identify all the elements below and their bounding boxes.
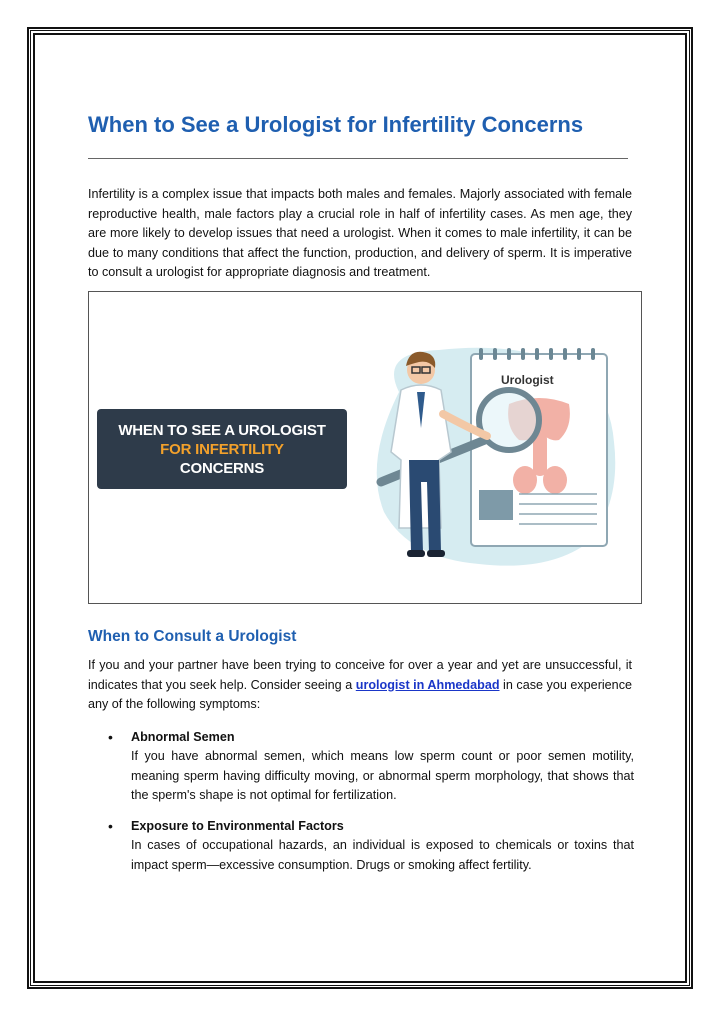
bullet-text: In cases of occupational hazards, an individual is exposed to chemicals or toxins that impact sperm—excessive consumption. Drugs or smoking affect fertility. [131, 838, 634, 872]
bullet-icon: • [108, 729, 113, 745]
title-divider [88, 158, 628, 159]
hero-banner [97, 409, 347, 489]
doctor-illustration [359, 332, 629, 572]
urologist-link[interactable]: urologist in Ahmedabad [355, 677, 500, 692]
intro-paragraph: Infertility is a complex issue that impacts both males and females. Majorly associated with female reproductive health, male factors play a crucial role in half of infertility cases. As men age, they are more likely to develop issues that need a urologist. When it comes to male infertility, it can be due to many conditions that affect the function, production, and delivery of sperm. It is imperative to consult a urologist for appropriate diagnosis and treatment. [88, 187, 632, 279]
bullet-heading: Abnormal Semen [131, 730, 235, 744]
section-paragraph [88, 656, 632, 715]
svg-text:Urologist: Urologist [501, 373, 554, 387]
section-text-after: in case you experience any of the following symptoms: [88, 677, 632, 711]
page-title: When to See a Urologist for Infertility Concerns [88, 112, 584, 137]
bullet-icon: • [108, 818, 113, 834]
section-text-before: If you and your partner have been trying to conceive for over a year and yet are unsuccessful, it indicates that you seek help. Consider seeing a [88, 658, 632, 692]
bullet-heading: Exposure to Environmental Factors [131, 819, 344, 833]
banner-line-2: FOR INFERTILITY [160, 440, 284, 458]
section-heading: When to Consult a Urologist [88, 628, 297, 645]
hero-image [88, 291, 642, 604]
banner-line-3: CONCERNS [179, 459, 265, 477]
banner-line-1: WHEN TO SEE A UROLOGIST [118, 421, 326, 439]
bullet-text: If you have abnormal semen, which means low sperm count or poor semen motility, meaning sperm having difficulty moving, or abnormal sperm morphology, that shows that the sperm's shape is not optimal for fertilization. [131, 749, 634, 802]
